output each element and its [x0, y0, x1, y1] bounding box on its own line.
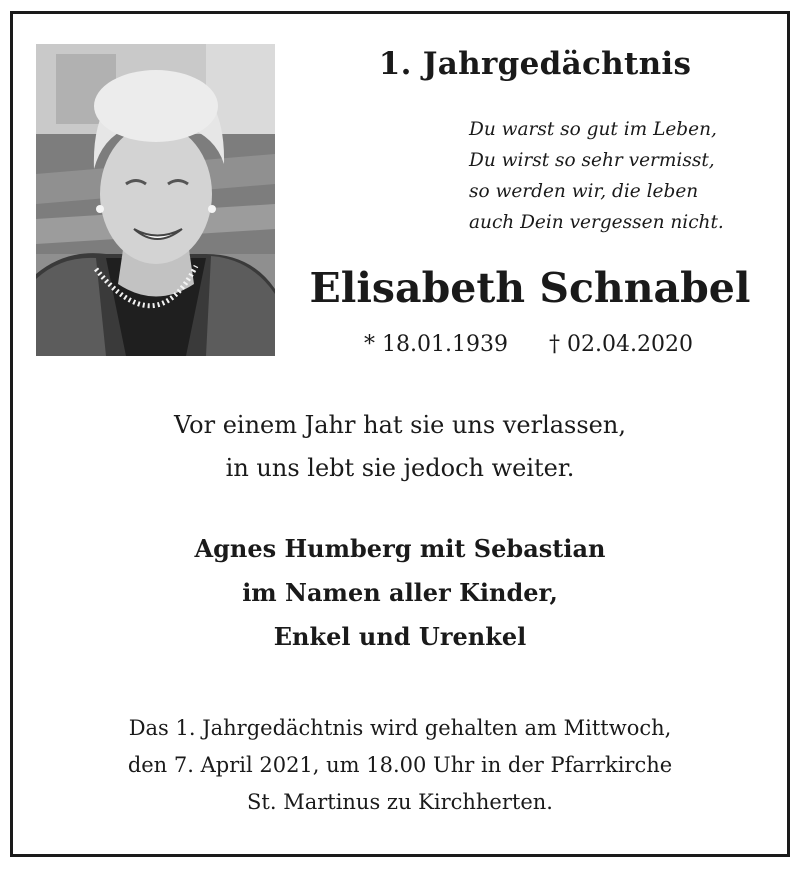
portrait-photo: [36, 44, 275, 356]
poem-line: Du wirst so sehr vermisst,: [469, 150, 715, 171]
service-line: Das 1. Jahrgedächtnis wird gehalten am Mittwoch,: [128, 716, 672, 740]
memorial-service-info: [20, 710, 780, 821]
poem-line: so werden wir, die leben: [469, 181, 699, 202]
death-date: † 02.04.2020: [549, 332, 693, 357]
mourners-signature: [20, 527, 780, 659]
remembrance-line: Vor einem Jahr hat sie uns verlassen,: [174, 411, 626, 439]
remembrance-text: [20, 404, 780, 490]
poem-verse: [469, 114, 724, 238]
birth-date: * 18.01.1939: [364, 332, 508, 357]
mourners-line: Enkel und Urenkel: [273, 622, 527, 651]
service-line: St. Martinus zu Kirchherten.: [247, 790, 553, 814]
deceased-name: Elisabeth Schnabel: [309, 264, 751, 312]
mourners-line: im Namen aller Kinder,: [242, 578, 558, 607]
remembrance-line: in uns lebt sie jedoch weiter.: [225, 454, 575, 482]
poem-line: auch Dein vergessen nicht.: [469, 212, 724, 233]
service-line: den 7. April 2021, um 18.00 Uhr in der Pfarrkirche: [127, 753, 673, 777]
mourners-line: Agnes Humberg mit Sebastian: [194, 534, 606, 563]
poem-line: Du warst so gut im Leben,: [469, 119, 717, 140]
notice-heading: 1. Jahrgedächtnis: [378, 46, 692, 82]
